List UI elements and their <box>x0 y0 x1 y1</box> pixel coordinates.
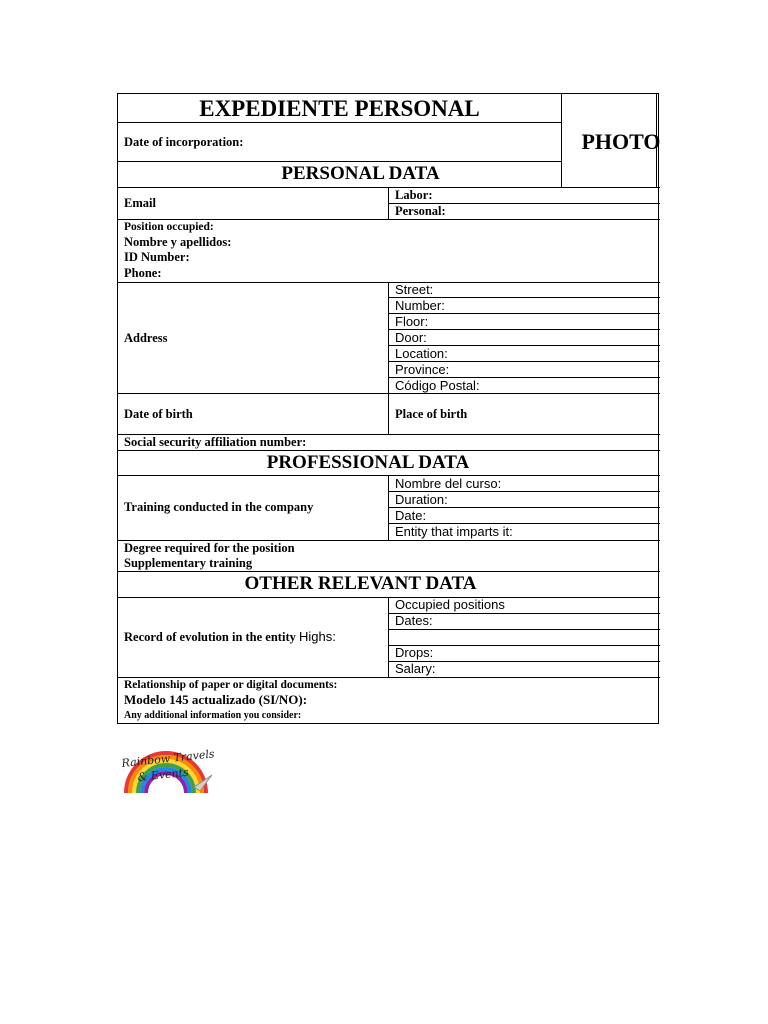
record-salary-field[interactable]: Salary: <box>395 661 436 676</box>
modelo-145-field[interactable]: Modelo 145 actualizado (SI/NO): <box>124 692 308 707</box>
personal-record-form <box>117 93 659 724</box>
course-entity-field[interactable]: Entity that imparts it: <box>395 524 513 539</box>
address-province-field[interactable]: Province: <box>395 362 450 377</box>
other-relevant-data-heading: OTHER RELEVANT DATA <box>244 573 477 594</box>
record-of-evolution-label <box>124 629 336 645</box>
rainbow-travels-logo <box>120 735 215 797</box>
email-label: Email <box>124 196 156 210</box>
record-highs-text: Highs: <box>298 629 336 644</box>
professional-data-heading: PROFESSIONAL DATA <box>266 452 470 473</box>
record-drops-field[interactable]: Drops: <box>395 645 434 660</box>
address-location-field[interactable]: Location: <box>395 346 448 361</box>
address-street-field[interactable]: Street: <box>395 282 434 297</box>
rainbow-logo-graphic <box>120 735 215 797</box>
email-personal-field[interactable]: Personal: <box>395 204 446 218</box>
record-label-text: Record of evolution in the entity <box>124 630 296 644</box>
place-of-birth-field[interactable]: Place of birth <box>395 407 468 421</box>
phone-field[interactable]: Phone: <box>124 266 162 280</box>
date-of-incorporation-field[interactable]: Date of incorporation: <box>124 135 244 149</box>
address-number-field[interactable]: Number: <box>395 298 445 313</box>
address-floor-field[interactable]: Floor: <box>395 314 429 329</box>
address-postal-code-field[interactable]: Código Postal: <box>395 378 480 393</box>
form-title: EXPEDIENTE PERSONAL <box>199 96 480 121</box>
personal-data-heading: PERSONAL DATA <box>281 163 440 184</box>
supplementary-training-field[interactable]: Supplementary training <box>124 556 253 570</box>
occupied-positions-field[interactable]: Occupied positions <box>395 597 505 612</box>
record-dates-field[interactable]: Dates: <box>395 613 433 628</box>
relationship-documents-field[interactable]: Relationship of paper or digital documents: <box>124 679 338 691</box>
degree-required-field[interactable]: Degree required for the position <box>124 541 295 555</box>
address-label: Address <box>124 331 168 345</box>
course-name-field[interactable]: Nombre del curso: <box>395 476 502 491</box>
photo-box-label: PHOTO <box>581 129 661 154</box>
svg-text:Rainbow Travels: Rainbow Travels <box>120 747 215 770</box>
course-duration-field[interactable]: Duration: <box>395 492 448 507</box>
additional-information-field[interactable]: Any additional information you consider: <box>124 710 302 721</box>
date-of-birth-field[interactable]: Date of birth <box>124 407 193 421</box>
address-door-field[interactable]: Door: <box>395 330 427 345</box>
position-occupied-field[interactable]: Position occupied: <box>124 221 214 233</box>
id-number-field[interactable]: ID Number: <box>124 250 190 264</box>
training-label: Training conducted in the company <box>124 500 314 514</box>
name-surname-field[interactable]: Nombre y apellidos: <box>124 235 232 249</box>
email-labor-field[interactable]: Labor: <box>395 188 433 202</box>
svg-text:& Events: & Events <box>136 765 190 784</box>
course-date-field[interactable]: Date: <box>395 508 427 523</box>
social-security-field[interactable]: Social security affiliation number: <box>124 435 307 449</box>
